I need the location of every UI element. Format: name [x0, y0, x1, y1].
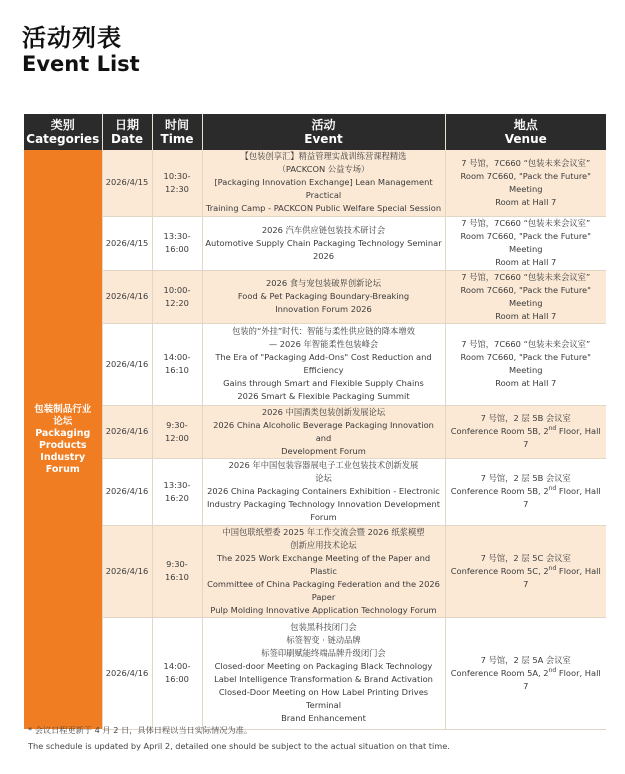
venue-text: Conference Room 5C, 2 [450, 565, 549, 576]
venue-sup: nd [548, 564, 557, 572]
page-title-zh: 活动列表 [22, 24, 122, 52]
category-cell [24, 150, 102, 729]
venue-text: Floor, Hall 7 [523, 565, 601, 589]
event-cell [202, 150, 445, 216]
time-cell: 10:00-12:20 [152, 270, 202, 323]
header-zh: 活动 [311, 118, 336, 132]
event-line: Food & Pet Packaging Boundary-Breaking [237, 291, 410, 301]
event-line: 论坛 [315, 473, 332, 483]
category-en: Products [38, 439, 87, 451]
time-cell: 13:30-16:00 [152, 216, 202, 270]
venue-line: 7 号馆，2 层 5A 会议室 [480, 654, 571, 665]
page-title-en: Event List [22, 52, 140, 76]
event-line: Innovation Forum 2026 [275, 304, 372, 314]
venue-text: Floor, Hall 7 [523, 667, 601, 691]
event-line: 创新应用技术论坛 [290, 539, 357, 550]
header-zh: 地点 [513, 118, 538, 132]
venue-cell [445, 270, 606, 323]
venue-sup: nd [548, 485, 557, 493]
venue-line: Room at Hall 7 [495, 378, 557, 388]
event-line: Pulp Molding Innovative Application Technology Forum [210, 604, 437, 615]
category-zh: 包装制品行业 [34, 403, 92, 415]
venue-cell [445, 405, 606, 458]
venue-cell [445, 323, 606, 405]
venue-sup: nd [548, 666, 557, 674]
event-line: 【包装创享汇】精益管理实战训练营课程精选 [240, 151, 407, 162]
table-row [24, 405, 606, 458]
venue-line: Room 7C660, "Pack the Future" Meeting [460, 352, 591, 375]
table-row [24, 525, 606, 617]
header-event [202, 114, 445, 150]
event-cell [202, 525, 445, 617]
event-line: — 2026 年智能柔性包装峰会 [268, 339, 379, 349]
table-row [24, 323, 606, 405]
event-line: Industry Packaging Technology Innovation Development Forum [206, 499, 441, 522]
event-line: 包装黑科技闭门会 [290, 622, 357, 632]
table-header-row [24, 114, 606, 150]
date-cell: 2026/4/16 [102, 617, 152, 729]
venue-line: Room at Hall 7 [495, 196, 557, 207]
venue-line: 7 号馆，7C660 “包装未来会议室” [461, 157, 591, 168]
header-en: Categories [26, 132, 100, 146]
event-table [24, 114, 606, 730]
event-cell [202, 323, 445, 405]
header-en: Time [160, 132, 194, 146]
date-cell: 2026/4/15 [102, 150, 152, 216]
venue-cell [445, 525, 606, 617]
category-zh: 论坛 [53, 415, 73, 427]
venue-line: Room at Hall 7 [495, 310, 557, 321]
header-zh: 类别 [50, 118, 75, 132]
event-line: 标签印刷赋能终端品牌升级闭门会 [261, 648, 386, 658]
venue-line [448, 425, 605, 451]
venue-line [448, 667, 605, 693]
venue-line [448, 485, 605, 511]
event-line: 2026 China Alcoholic Beverage Packaging Innovation and [213, 419, 434, 443]
event-line: 包装的“外挂”时代：智能与柔性供应链的降本增效 [232, 326, 415, 336]
date-cell: 2026/4/16 [102, 525, 152, 617]
venue-cell [445, 216, 606, 270]
venue-text: Conference Room 5A, 2 [450, 667, 549, 678]
venue-cell [445, 150, 606, 216]
header-date [102, 114, 152, 150]
header-venue [445, 114, 606, 150]
event-line: The 2025 Work Exchange Meeting of the Paper and Plastic [216, 552, 431, 576]
table-row [24, 458, 606, 525]
time-cell: 9:30-12:00 [152, 405, 202, 458]
venue-line: 7 号馆，2 层 5B 会议室 [480, 473, 571, 483]
venue-line: 7 号馆，7C660 “包装未来会议室” [461, 271, 591, 282]
event-line: Development Forum [281, 445, 366, 456]
header-en: Date [111, 132, 143, 146]
event-line: Committee of China Packaging Federation and the 2026 Paper [207, 578, 440, 602]
event-line: Label Intelligence Transformation & Brand Activation [214, 674, 433, 684]
header-categories [24, 114, 102, 150]
header-zh: 时间 [164, 118, 189, 132]
venue-line: 7 号馆，7C660 “包装未来会议室” [461, 339, 591, 349]
footnote [28, 722, 450, 754]
header-en: Venue [504, 132, 547, 146]
event-line: Brand Enhancement [281, 713, 366, 723]
table-row [24, 216, 606, 270]
category-en: Packaging [35, 427, 91, 439]
venue-cell [445, 617, 606, 729]
venue-line: 7 号馆，2 层 5B 会议室 [480, 413, 571, 423]
table-row [24, 270, 606, 323]
date-cell: 2026/4/16 [102, 458, 152, 525]
venue-line: 7 号馆，2 层 5C 会议室 [480, 552, 571, 563]
venue-line: Room at Hall 7 [495, 257, 557, 267]
date-cell: 2026/4/16 [102, 405, 152, 458]
event-line: Training Camp - PACKCON Public Welfare Special Session [205, 203, 442, 214]
event-line: 2026 中国酒类包装创新发展论坛 [261, 406, 386, 417]
table-row [24, 617, 606, 729]
event-line: 2026 China Packaging Containers Exhibition - Electronic [207, 486, 440, 496]
venue-line [448, 565, 605, 591]
event-line: 2026 Smart & Flexible Packaging Summit [237, 391, 410, 401]
venue-line: Room 7C660, "Pack the Future" Meeting [460, 284, 591, 308]
time-cell: 14:00-16:00 [152, 617, 202, 729]
venue-line: Room 7C660, "Pack the Future" Meeting [460, 170, 591, 194]
time-cell: 14:00-16:10 [152, 323, 202, 405]
event-cell [202, 458, 445, 525]
footnote-en: The schedule is updated by April 2, detailed one should be subject to the actual situation on that time. [28, 741, 450, 751]
table-row [24, 150, 606, 216]
event-cell [202, 617, 445, 729]
event-line: Closed-door Meeting on Packaging Black Technology [214, 661, 433, 671]
event-line: [Packaging Innovation Exchange] Lean Management Practical [214, 177, 433, 201]
event-line: Gains through Smart and Flexible Supply Chains [223, 378, 424, 388]
time-cell: 9:30-16:10 [152, 525, 202, 617]
venue-text: Conference Room 5B, 2 [450, 426, 549, 436]
event-line: Closed-Door Meeting on How Label Printing Drives Terminal [218, 687, 429, 710]
event-line: Automotive Supply Chain Packaging Technology Seminar 2026 [205, 237, 442, 261]
date-cell: 2026/4/16 [102, 323, 152, 405]
header-zh: 日期 [114, 118, 139, 132]
event-line: 2026 食与宠包装破界创新论坛 [265, 278, 382, 288]
footnote-zh: * 会议日程更新于 4 月 2 日，具体日程以当日实际情况为准。 [28, 725, 253, 735]
event-cell [202, 270, 445, 323]
venue-cell [445, 458, 606, 525]
header-time [152, 114, 202, 150]
date-cell: 2026/4/16 [102, 270, 152, 323]
venue-text: Conference Room 5B, 2 [450, 486, 549, 496]
time-cell: 10:30-12:30 [152, 150, 202, 216]
venue-text: Floor, Hall 7 [523, 426, 601, 449]
event-line: 2026 年中国包装容器展电子工业包装技术创新发展 [228, 460, 419, 470]
event-line: The Era of "Packaging Add-Ons" Cost Reduction and Efficiency [215, 352, 432, 375]
category-en: Industry Forum [40, 451, 86, 475]
time-cell: 13:30-16:20 [152, 458, 202, 525]
event-line: 标签智变 · 链动品牌 [286, 635, 361, 645]
venue-line: 7 号馆，7C660 “包装未来会议室” [461, 218, 591, 228]
event-cell [202, 405, 445, 458]
date-cell: 2026/4/15 [102, 216, 152, 270]
venue-sup: nd [548, 425, 557, 433]
venue-line: Room 7C660, "Pack the Future" Meeting [460, 231, 591, 254]
venue-text: Floor, Hall 7 [523, 486, 601, 509]
event-line: 2026 汽车供应链包装技术研讨会 [261, 224, 386, 235]
event-line: 中国包联纸塑委 2025 年工作交流会暨 2026 纸浆模塑 [222, 526, 425, 537]
event-line: （PACKCON 公益专场） [277, 164, 370, 175]
event-cell [202, 216, 445, 270]
header-en: Event [304, 132, 343, 146]
